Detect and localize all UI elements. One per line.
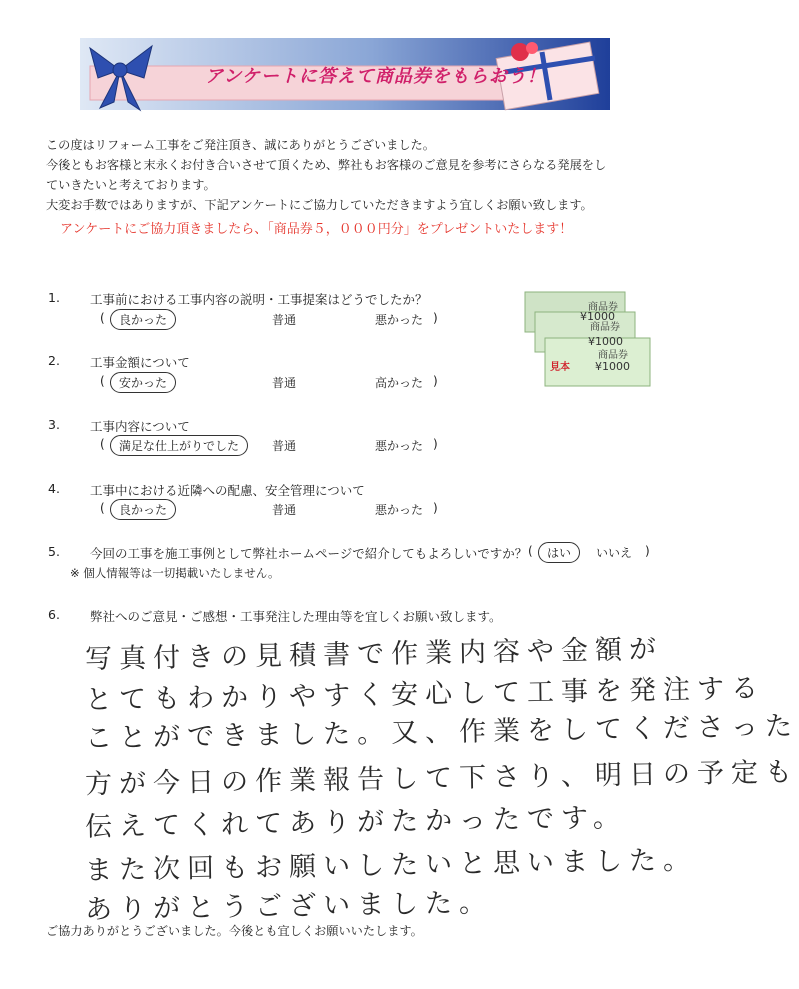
paren-close: ) [645, 544, 650, 558]
paren-close: ) [433, 501, 438, 515]
intro-line-4: 大変お手数ではありますが、下記アンケートにご協力していただきますよう宜しくお願い致します。 [46, 198, 593, 212]
q5-option-no[interactable]: いいえ [596, 546, 633, 560]
intro-line-3: ていきたいと考えております。 [46, 178, 216, 192]
intro-line-1: この度はリフォーム工事をご発注頂き、誠にありがとうございました。 [46, 138, 435, 152]
paren-open: ( [528, 544, 533, 558]
q4-option-normal[interactable]: 普通 [272, 503, 297, 517]
voucher-label-1: 商品券 [588, 302, 618, 313]
voucher-amount-3: ¥1000 [595, 360, 630, 373]
q4-option-good-selected[interactable]: 良かった [110, 499, 176, 520]
handwritten-line-5: 伝えてくれてありがたかったです。 [84, 802, 628, 843]
voucher-sample-stamp: 見本 [550, 362, 570, 373]
question-1-number: 1. [48, 290, 60, 305]
handwritten-line-4: 方が今日の作業報告して下さり、明日の予定も [84, 756, 799, 801]
q5-option-yes-selected[interactable]: はい [538, 542, 580, 563]
gift-voucher-image [520, 290, 655, 390]
voucher-label-3: 商品券 [598, 350, 628, 361]
question-2-number: 2. [48, 353, 60, 368]
paren-close: ) [433, 437, 438, 451]
question-5-number: 5. [48, 544, 60, 559]
privacy-note: ※ 個人情報等は一切掲載いたしません。 [70, 566, 280, 580]
voucher-amount-1: ¥1000 [580, 310, 615, 323]
question-6-text: 弊社へのご意見・ご感想・工事発注した理由等を宜しくお願い致します。 [90, 609, 502, 624]
q1-option-bad[interactable]: 悪かった [375, 313, 424, 327]
question-2-text: 工事金額について [90, 355, 190, 370]
promo-text: アンケートにご協力頂きましたら、「商品券５，０００円分」をプレゼントいたします！ [60, 222, 573, 237]
q2-option-expensive[interactable]: 高かった [375, 376, 424, 390]
q1-option-normal[interactable]: 普通 [272, 313, 297, 327]
q3-option-satisfied-selected[interactable]: 満足な仕上がりでした [110, 435, 248, 456]
paren-open: ( [100, 437, 105, 451]
question-5-text: 今回の工事を施工事例として弊社ホームページで紹介してもよろしいですか？ [90, 546, 528, 561]
q2-option-cheap-selected[interactable]: 安かった [110, 372, 176, 393]
handwritten-line-1: 写真付きの見積書で作業内容や金額が [84, 633, 664, 676]
handwritten-line-3: ことができました。又、作業をしてくださった [84, 710, 799, 755]
intro-line-2: 今後ともお客様と末永くお付き合いさせて頂くため、弊社もお客様のご意見を参考にさらなる発展をし [46, 158, 607, 172]
question-1-text: 工事前における工事内容の説明・工事提案はどうでしたか？ [90, 292, 428, 307]
closing-text: ご協力ありがとうございました。今後とも宜しくお願いいたします。 [46, 924, 423, 938]
q3-option-normal[interactable]: 普通 [272, 439, 297, 453]
paren-open: ( [100, 311, 105, 325]
voucher-amount-2: ¥1000 [588, 335, 623, 348]
paren-open: ( [100, 374, 105, 388]
handwritten-line-6: また次回もお願いしたいと思いました。 [84, 844, 698, 887]
voucher-label-2: 商品券 [590, 322, 620, 333]
q1-option-good-selected[interactable]: 良かった [110, 309, 176, 330]
q3-option-bad[interactable]: 悪かった [375, 439, 424, 453]
question-3-text: 工事内容について [90, 419, 190, 434]
handwritten-line-2: とてもわかりやすく安心して工事を発注する [84, 673, 766, 716]
paren-open: ( [100, 501, 105, 515]
paren-close: ) [433, 374, 438, 388]
question-3-number: 3. [48, 417, 60, 432]
banner-title: アンケートに答えて商品券をもらおう！ [205, 66, 546, 87]
question-6-number: 6. [48, 607, 60, 622]
paren-close: ) [433, 311, 438, 325]
handwritten-line-7: ありがとうございました。 [84, 887, 494, 926]
q4-option-bad[interactable]: 悪かった [375, 503, 424, 517]
q2-option-normal[interactable]: 普通 [272, 376, 297, 390]
question-4-number: 4. [48, 481, 60, 496]
question-4-text: 工事中における近隣への配慮、安全管理について [90, 483, 365, 498]
